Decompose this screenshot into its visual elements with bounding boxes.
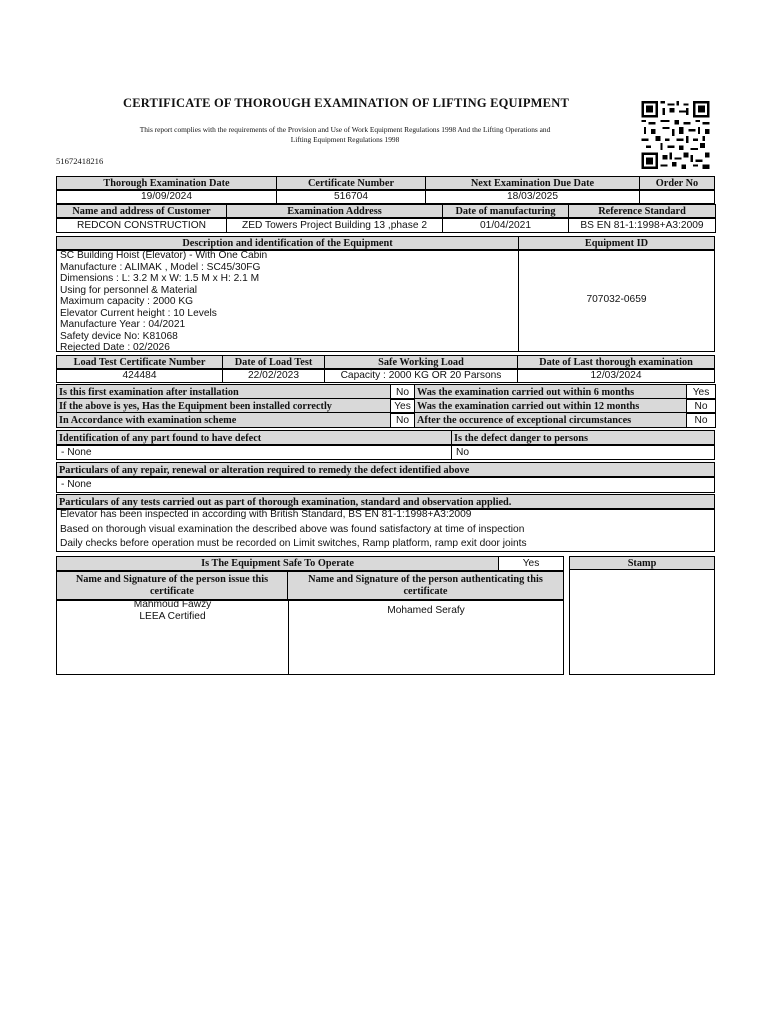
question-answer: Yes bbox=[686, 384, 716, 400]
question-label: Was the examination carried out within 6 months bbox=[414, 384, 687, 400]
exam-date-label: Thorough Examination Date bbox=[56, 176, 277, 191]
issuer-label: Name and Signature of the person issue this certificate bbox=[56, 571, 288, 601]
question-label: In Accordance with examination scheme bbox=[56, 412, 391, 428]
equipment-description-text bbox=[60, 250, 515, 354]
load-test-header-row bbox=[56, 355, 715, 369]
exam-address-label: Examination Address bbox=[226, 204, 443, 219]
authenticator-name: Mohamed Serafy bbox=[387, 605, 465, 616]
equipment-description-line: Elevator Current height : 10 Levels bbox=[60, 307, 217, 319]
exam-dates-header-row bbox=[56, 176, 715, 190]
equipment-description-line: Safety device No: K81068 bbox=[60, 330, 178, 342]
signature-header-row bbox=[56, 571, 564, 600]
repairs-header-row bbox=[56, 462, 715, 477]
issuer-certification: LEEA Certified bbox=[139, 611, 206, 622]
question-label: Is this first examination after installation bbox=[56, 384, 391, 400]
equipment-description-line: SC Building Hoist (Elevator) - With One Cabin bbox=[60, 250, 268, 261]
load-test-date-label: Date of Load Test bbox=[222, 355, 325, 370]
equipment-id-value: 707032-0659 bbox=[586, 294, 647, 305]
cert-number-label: Certificate Number bbox=[276, 176, 426, 191]
question-row bbox=[56, 398, 715, 413]
subtitle-line-2: Lifting Equipment Regulations 1998 bbox=[290, 135, 400, 144]
stamp-area bbox=[569, 569, 715, 675]
safe-to-operate-row bbox=[56, 556, 564, 570]
question-row bbox=[56, 412, 715, 427]
equipment-description-line: Using for personnel & Material bbox=[60, 284, 198, 296]
last-exam-date-value: 12/03/2024 bbox=[517, 368, 715, 383]
safe-to-operate-label: Is The Equipment Safe To Operate bbox=[56, 556, 499, 571]
load-test-date-value: 22/02/2023 bbox=[222, 368, 325, 383]
load-test-cert-label: Load Test Certificate Number bbox=[56, 355, 223, 370]
equipment-description-label: Description and identification of the Equipment bbox=[56, 236, 519, 251]
load-test-cert-value: 424484 bbox=[56, 368, 223, 383]
tests-line: Based on thorough visual examination the described above was found satisfactory at time of inspection bbox=[60, 524, 525, 535]
tests-label: Particulars of any tests carried out as part of thorough examination, standard and observation applied. bbox=[56, 494, 715, 510]
equipment-description-line: Manufacture : ALIMAK , Model : SC45/30FG bbox=[60, 261, 261, 273]
exam-date-value: 19/09/2024 bbox=[56, 189, 277, 204]
customer-label: Name and address of Customer bbox=[56, 204, 227, 219]
tests-line: Daily checks before operation must be recorded on Limit switches, Ramp platform, ramp exit door joints bbox=[60, 538, 527, 549]
last-exam-date-label: Date of Last thorough examination bbox=[517, 355, 715, 370]
next-due-value: 18/03/2025 bbox=[425, 189, 640, 204]
tests-header-row bbox=[56, 494, 715, 509]
equipment-description-line: Maximum capacity : 2000 KG bbox=[60, 296, 194, 307]
question-answer: Yes bbox=[390, 398, 415, 414]
defect-danger-value: No bbox=[451, 444, 715, 460]
stamp-label: Stamp bbox=[569, 556, 715, 570]
defect-danger-label: Is the defect danger to persons bbox=[451, 430, 715, 446]
subtitle-line-1: This report complies with the requirements of the Provision and Use of Work Equipment Regulations 1998 And the Lifting Operations and bbox=[139, 125, 551, 134]
exam-dates-value-row bbox=[56, 189, 715, 203]
defect-part-label: Identification of any part found to have defect bbox=[56, 430, 452, 446]
equipment-description-line: Manufacture Year : 04/2021 bbox=[60, 319, 186, 330]
safe-to-operate-value: Yes bbox=[498, 556, 564, 571]
order-no-label: Order No bbox=[639, 176, 715, 191]
defect-header-row bbox=[56, 430, 715, 445]
question-label: If the above is yes, Has the Equipment been installed correctly bbox=[56, 398, 391, 414]
tests-line: Elevator has been inspected in according with British Standard, BS EN 81-1:1998+A3:2009 bbox=[60, 509, 472, 520]
repairs-label: Particulars of any repair, renewal or alteration required to remedy the defect identified above bbox=[56, 462, 715, 478]
order-no-value bbox=[639, 189, 715, 204]
reference-standard-value: BS EN 81-1:1998+A3:2009 bbox=[568, 217, 716, 233]
question-label: Was the examination carried out within 12 months bbox=[414, 398, 687, 414]
next-due-label: Next Examination Due Date bbox=[425, 176, 640, 191]
equipment-description-line: Rejected Date : 02/2026 bbox=[60, 342, 170, 353]
question-answer: No bbox=[390, 412, 415, 428]
repairs-value-row bbox=[56, 476, 715, 492]
certificate-title: CERTIFICATE OF THOROUGH EXAMINATION OF LIFTING EQUIPMENT bbox=[123, 96, 569, 110]
defect-value-row bbox=[56, 444, 715, 459]
manufacturing-date-label: Date of manufacturing bbox=[442, 204, 569, 219]
question-row bbox=[56, 384, 715, 399]
load-test-value-row bbox=[56, 368, 715, 382]
reference-standard-label: Reference Standard bbox=[568, 204, 716, 219]
authenticator-label: Name and Signature of the person authenticating this certificate bbox=[287, 571, 564, 601]
safe-working-load-value: Capacity : 2000 KG OR 20 Parsons bbox=[324, 368, 518, 383]
customer-value-row bbox=[56, 217, 715, 232]
question-answer: No bbox=[390, 384, 415, 400]
repairs-value: - None bbox=[56, 476, 715, 493]
issuer-name: Mahmoud Fawzy bbox=[133, 599, 212, 610]
certificate-subtitle bbox=[110, 125, 580, 145]
document-number: 51672418216 bbox=[56, 156, 104, 166]
equipment-header-row bbox=[56, 236, 715, 250]
qr-code-icon bbox=[640, 101, 711, 169]
cert-number-value: 516704 bbox=[276, 189, 426, 204]
question-answer: No bbox=[686, 398, 716, 414]
manufacturing-date-value: 01/04/2021 bbox=[442, 217, 569, 233]
safe-working-load-label: Safe Working Load bbox=[324, 355, 518, 370]
exam-address-value: ZED Towers Project Building 13 ,phase 2 bbox=[226, 217, 443, 233]
customer-header-row bbox=[56, 204, 715, 218]
question-answer: No bbox=[686, 412, 716, 428]
equipment-description-line: Dimensions : L: 3.2 M x W: 1.5 M x H: 2.1 M bbox=[60, 273, 260, 284]
defect-part-value: - None bbox=[56, 444, 452, 460]
question-label: After the occurence of exceptional circumstances bbox=[414, 412, 687, 428]
equipment-id-label: Equipment ID bbox=[518, 236, 715, 251]
customer-value: REDCON CONSTRUCTION bbox=[56, 217, 227, 233]
